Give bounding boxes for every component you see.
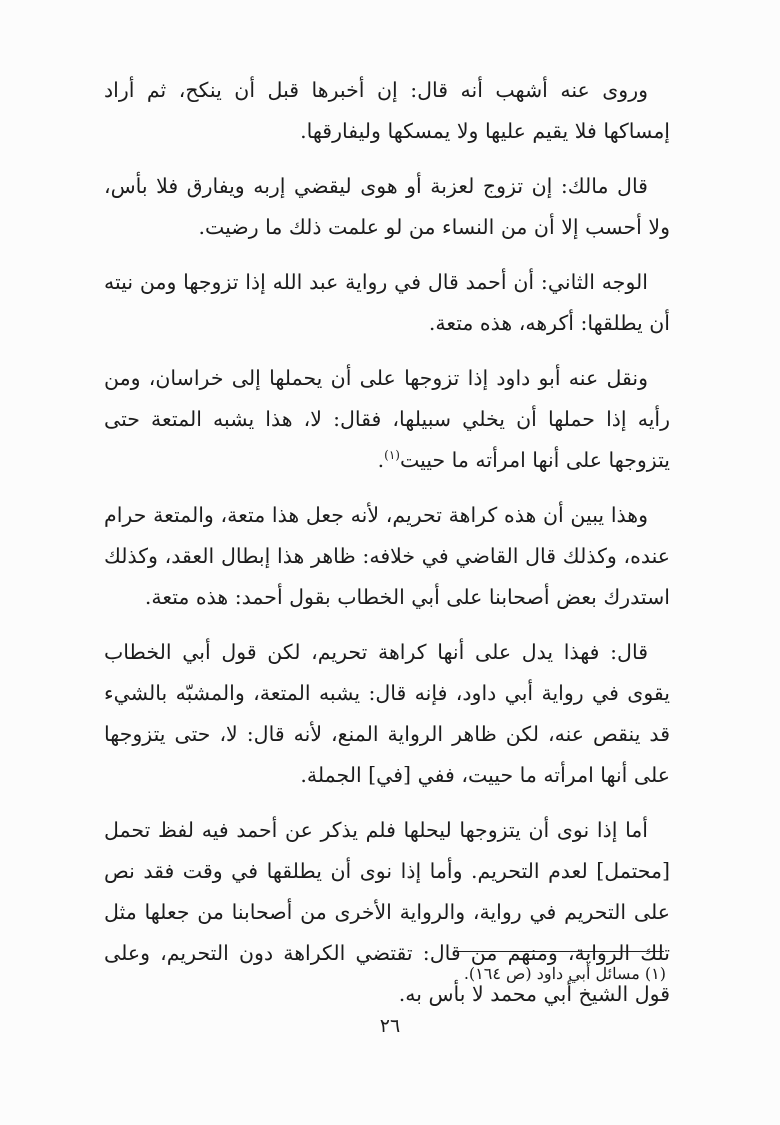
paragraph: وروى عنه أشهب أنه قال: إن أخبرها قبل أن ينكح، ثم أراد إمساكها فلا يقيم عليها ولا يمسكها وليفارقها.: [104, 78, 670, 143]
paragraph: أما إذا نوى أن يتزوجها ليحلها فلم يذكر عن أحمد فيه لفظ تحمل [محتمل] لعدم التحريم. وأما إذا نوى أن يطلقها في وقت فقد نص على التحريم في رواية، والرواية الأخرى من أصحابنا من جعلها مثل تلك الرواية، ومنهم من قال: تقتضي الكراهة دون التحريم، وعلى قول الشيخ أبي محمد لا بأس به.: [104, 818, 670, 1006]
paragraph: قال: فهذا يدل على أنها كراهة تحريم، لكن قول أبي الخطاب يقوى في رواية أبي داود، فإنه قال: يشبه المتعة، والمشبّه بالشيء قد ينقص عنه، لكن ظاهر الرواية المنع، لأنه قال: لا، حتى يتزوجها على أنها امرأته ما حييت، ففي [في] الجملة.: [104, 640, 670, 787]
page-body: [104, 70, 670, 1029]
paragraph: قال مالك: إن تزوج لعزبة أو هوى ليقضي إربه ويفارق فلا بأس، ولا أحسب إلا أن من النساء من لو علمت ذلك ما رضيت.: [104, 174, 670, 239]
footnote-divider: [456, 951, 664, 952]
paragraph-with-footnote-ref: [104, 358, 670, 481]
paragraph-text: ونقل عنه أبو داود إذا تزوجها على أن يحملها إلى خراسان، ومن رأيه إذا حملها أن يخلي سبيلها، فقال: لا، هذا يشبه المتعة حتى يتزوجها على أنها امرأته ما حييت: [104, 366, 670, 472]
paragraph-end: .: [377, 448, 385, 472]
footnote-marker: (١): [384, 448, 400, 463]
paragraph: الوجه الثاني: أن أحمد قال في رواية عبد الله إذا تزوجها ومن نيته أن يطلقها: أكرهه، هذه متعة.: [104, 270, 670, 335]
paragraph: وهذا يبين أن هذه كراهة تحريم، لأنه جعل هذا متعة، والمتعة حرام عنده، وكذلك قال القاضي في خلافه: ظاهر هذا إبطال العقد، وكذلك استدرك بعض أصحابنا على أبي الخطاب بقول أحمد: هذه متعة.: [104, 503, 670, 609]
page-number: ٢٦: [379, 1015, 401, 1037]
footnote: (١) مسائل أبي داود (ص ١٦٤).: [463, 964, 666, 983]
